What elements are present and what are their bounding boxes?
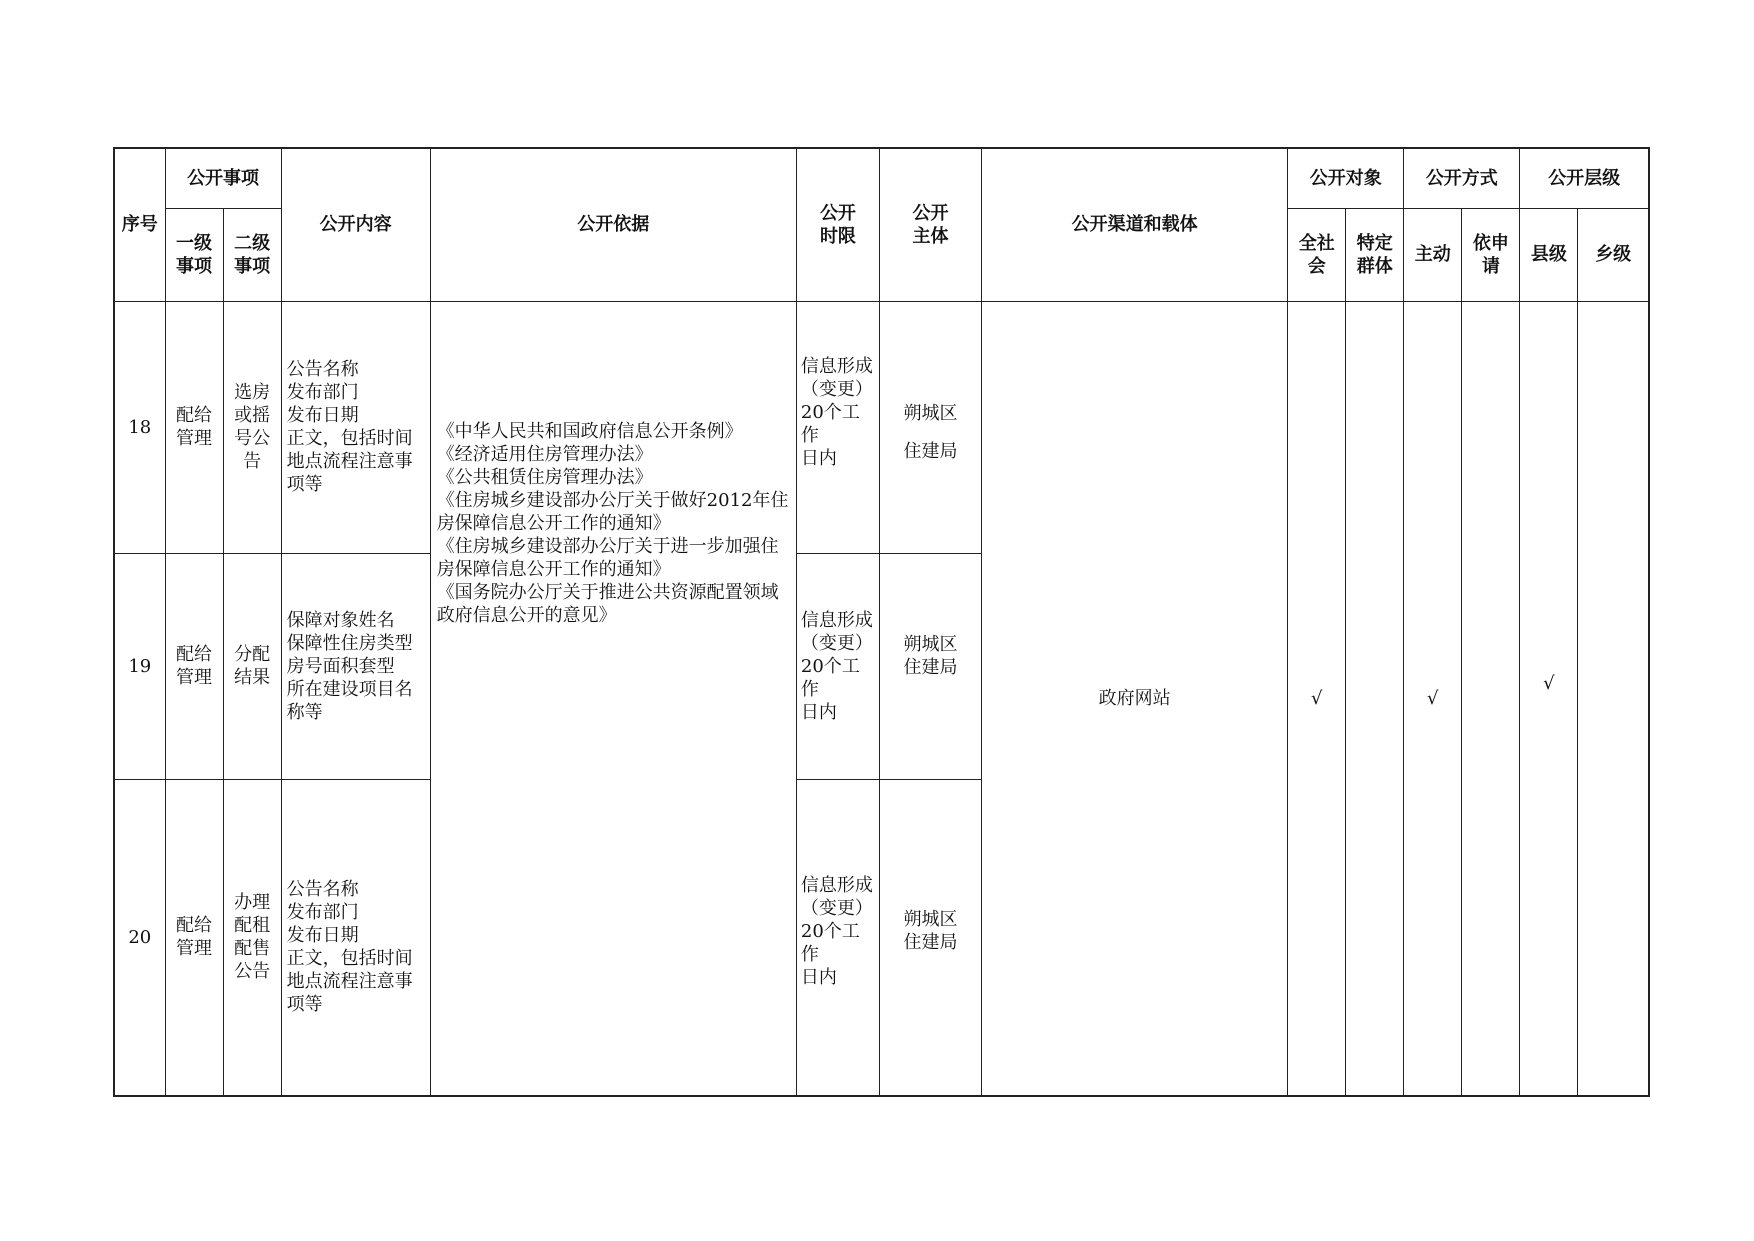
specific-group-check <box>1346 301 1404 1096</box>
row-time-limit: 信息形成 （变更） 20个工作 日内 <box>796 553 879 779</box>
disclosure-table <box>113 147 1650 1097</box>
active-check: √ <box>1404 301 1462 1096</box>
township-check <box>1578 301 1649 1096</box>
row-level1: 配给 管理 <box>165 301 223 553</box>
header-on-request: 依申 请 <box>1462 208 1520 301</box>
row-time-limit: 信息形成 （变更） 20个工作 日内 <box>796 301 879 553</box>
row-level2: 选房 或摇 号公 告 <box>223 301 281 553</box>
on-request-check <box>1462 301 1520 1096</box>
row-subject: 朔城区 住建局 <box>879 301 981 553</box>
row-content: 公告名称 发布部门 发布日期 正文，包括时间 地点流程注意事 项等 <box>281 779 430 1096</box>
all-society-check: √ <box>1288 301 1346 1096</box>
row-content: 公告名称 发布部门 发布日期 正文，包括时间 地点流程注意事 项等 <box>281 301 430 553</box>
header-county: 县级 <box>1520 208 1578 301</box>
header-method-group: 公开方式 <box>1404 148 1520 208</box>
row-level2: 办理 配租 配售 公告 <box>223 779 281 1096</box>
row-subject: 朔城区 住建局 <box>879 779 981 1096</box>
header-level-group: 公开层级 <box>1520 148 1649 208</box>
header-content: 公开内容 <box>281 148 430 301</box>
row-level1: 配给 管理 <box>165 553 223 779</box>
row-level1: 配给 管理 <box>165 779 223 1096</box>
header-specific-group: 特定 群体 <box>1346 208 1404 301</box>
row-content: 保障对象姓名 保障性住房类型 房号面积套型 所在建设项目名 称等 <box>281 553 430 779</box>
row-seq: 18 <box>114 301 165 553</box>
header-active: 主动 <box>1404 208 1462 301</box>
header-township: 乡级 <box>1578 208 1649 301</box>
header-seq: 序号 <box>114 148 165 301</box>
row-seq: 19 <box>114 553 165 779</box>
shared-basis: 《中华人民共和国政府信息公开条例》 《经济适用住房管理办法》 《公共租赁住房管理办法》 《住房城乡建设部办公厅关于做好2012年住房保障信息公开工作的通知》 《住房城乡建设部办公厅关于进一步加强住房保障信息公开工作的通知》 《国务院办公厅关于推进公共资源配置领域政府信息公开的意见》 <box>430 301 796 1096</box>
county-check: √ <box>1520 301 1578 1096</box>
header-level2: 二级 事项 <box>223 208 281 301</box>
header-all-society: 全社 会 <box>1288 208 1346 301</box>
header-basis: 公开依据 <box>430 148 796 301</box>
header-object-group: 公开对象 <box>1288 148 1404 208</box>
header-level1: 一级 事项 <box>165 208 223 301</box>
header-channel: 公开渠道和载体 <box>982 148 1288 301</box>
header-time-limit: 公开 时限 <box>796 148 879 301</box>
header-items-group: 公开事项 <box>165 148 281 208</box>
row-level2: 分配 结果 <box>223 553 281 779</box>
header-subject: 公开 主体 <box>879 148 981 301</box>
shared-channel: 政府网站 <box>982 301 1288 1096</box>
row-seq: 20 <box>114 779 165 1096</box>
table-row <box>114 301 1649 553</box>
row-subject: 朔城区 住建局 <box>879 553 981 779</box>
row-time-limit: 信息形成 （变更） 20个工作 日内 <box>796 779 879 1096</box>
